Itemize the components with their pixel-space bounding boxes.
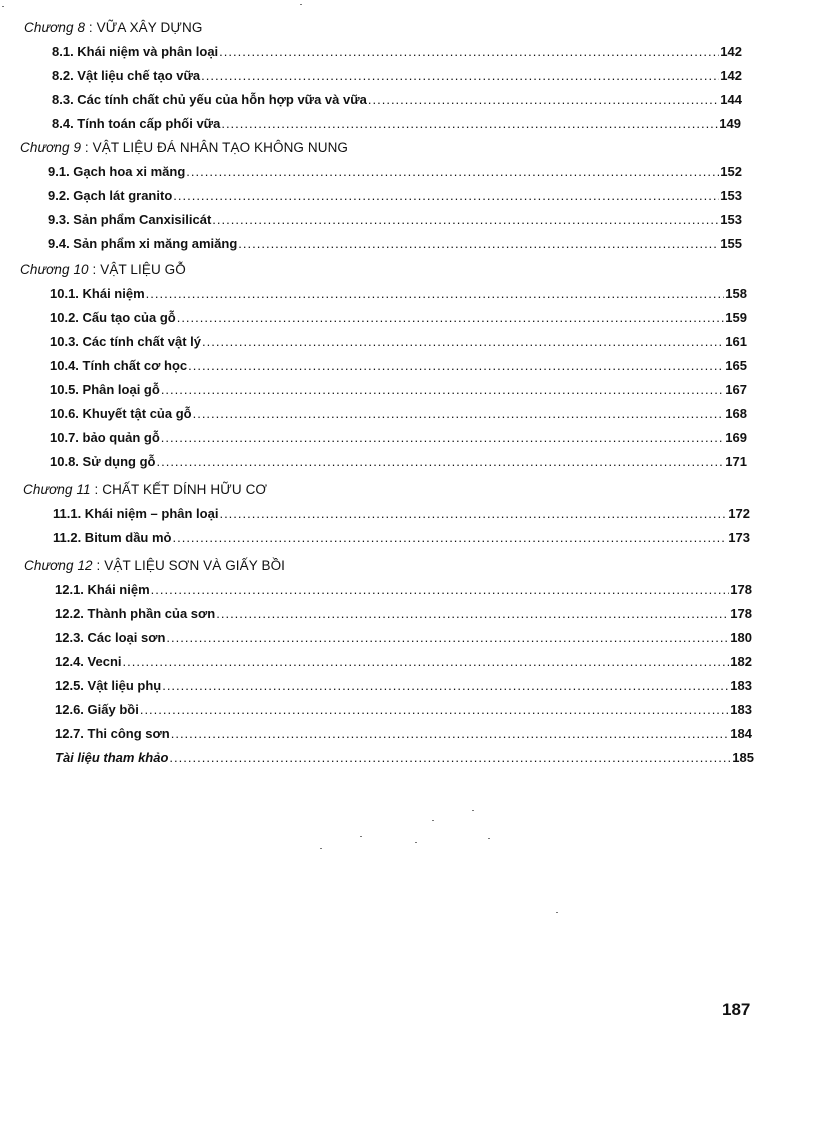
toc-entry-page: 171 — [725, 454, 747, 469]
toc-entry[interactable] — [52, 64, 742, 88]
toc-entry-page: 185 — [732, 750, 754, 765]
toc-entry[interactable] — [50, 306, 747, 330]
toc-entry[interactable] — [55, 650, 752, 674]
scan-speck — [320, 848, 322, 849]
dot-leader — [188, 354, 724, 378]
dot-leader — [156, 450, 724, 474]
toc-entry[interactable] — [50, 282, 747, 306]
toc-entry-page: 178 — [730, 606, 752, 621]
toc-entry[interactable] — [55, 626, 752, 650]
toc-entry-page: 182 — [730, 654, 752, 669]
toc-entry[interactable] — [55, 674, 752, 698]
toc-entry[interactable] — [50, 330, 747, 354]
dot-leader — [202, 330, 724, 354]
toc-entry-label: 12.5. Vật liệu phụ — [55, 678, 162, 693]
toc-entry[interactable] — [48, 160, 742, 184]
toc-entry-page: 153 — [720, 188, 742, 203]
chapter-heading — [24, 16, 202, 40]
dot-leader — [219, 40, 719, 64]
toc-entry-label: Tài liệu tham khảo — [55, 750, 169, 765]
toc-entry[interactable] — [50, 378, 747, 402]
toc-entry[interactable] — [52, 40, 742, 64]
toc-entry[interactable] — [55, 602, 752, 626]
toc-entry-label: 10.2. Cấu tạo của gỗ — [50, 310, 176, 325]
toc-entry-page: 172 — [728, 506, 750, 521]
toc-entry-label: 10.4. Tính chất cơ học — [50, 358, 188, 373]
dot-leader — [216, 602, 729, 626]
chapter-label: Chương 12 — [24, 558, 93, 573]
toc-entry[interactable] — [50, 402, 747, 426]
dot-leader — [123, 650, 730, 674]
dot-leader — [368, 88, 719, 112]
page-number: 187 — [722, 1000, 751, 1019]
dot-leader — [219, 502, 727, 526]
chapter-heading — [24, 554, 285, 578]
dot-leader — [238, 232, 719, 256]
dot-leader — [161, 378, 724, 402]
toc-entry[interactable] — [55, 722, 752, 746]
dot-leader — [177, 306, 725, 330]
chapter-title: VẬT LIỆU ĐÁ NHÂN TẠO KHÔNG NUNG — [92, 140, 349, 155]
toc-entry-page: 173 — [728, 530, 750, 545]
chapter-separator: : — [81, 140, 93, 155]
dot-leader — [221, 112, 718, 136]
toc-entry[interactable] — [48, 184, 742, 208]
toc-entry-label: 12.7. Thi công sơn — [55, 726, 170, 741]
toc-entry-page: 152 — [720, 164, 742, 179]
chapter-label: Chương 9 — [20, 140, 82, 155]
toc-entry-label: 8.1. Khái niệm và phân loại — [52, 44, 219, 59]
toc-entry-page: 153 — [720, 212, 742, 227]
dot-leader — [193, 402, 725, 426]
toc-entry-page: 149 — [719, 116, 741, 131]
dot-leader — [172, 526, 727, 550]
toc-entry-label: 12.6. Giấy bồi — [55, 702, 139, 717]
chapter-heading — [20, 258, 186, 282]
toc-entry-label: 8.2. Vật liệu chế tạo vữa — [52, 68, 201, 83]
toc-entry-page: 158 — [725, 286, 747, 301]
chapter-title: CHẤT KẾT DÍNH HỮU CƠ — [102, 482, 268, 497]
chapter-title: VẬT LIỆU GỖ — [100, 262, 186, 277]
scan-speck — [300, 4, 302, 5]
toc-entry-page: 155 — [720, 236, 742, 251]
scan-speck — [556, 912, 558, 913]
dot-leader — [162, 674, 729, 698]
scan-speck — [360, 836, 362, 837]
toc-entry[interactable] — [53, 526, 750, 550]
dot-leader — [151, 578, 730, 602]
toc-entry-label: 11.2. Bitum dầu mỏ — [53, 530, 172, 545]
toc-entry[interactable] — [48, 208, 742, 232]
chapter-label: Chương 10 — [20, 262, 89, 277]
scan-speck — [415, 842, 417, 843]
toc-entry[interactable] — [52, 88, 742, 112]
toc-entry-label: 12.3. Các loại sơn — [55, 630, 166, 645]
toc-entry-page: 142 — [720, 44, 742, 59]
dot-leader — [161, 426, 725, 450]
toc-entry-page: 159 — [725, 310, 747, 325]
toc-entry-label: 10.6. Khuyết tật của gỗ — [50, 406, 192, 421]
toc-entry-page: 142 — [720, 68, 742, 83]
chapter-heading — [20, 136, 348, 160]
toc-entry[interactable] — [50, 450, 747, 474]
chapter-title: VỮA XÂY DỰNG — [96, 20, 203, 35]
dot-leader — [212, 208, 719, 232]
toc-entry-label: 11.1. Khái niệm – phân loại — [53, 506, 219, 521]
toc-entry[interactable] — [55, 578, 752, 602]
scan-speck — [488, 838, 490, 839]
chapter-label: Chương 8 — [24, 20, 86, 35]
dot-leader — [140, 698, 729, 722]
chapter-separator: : — [90, 482, 103, 497]
toc-entry[interactable] — [55, 698, 752, 722]
toc-entry-label: 12.4. Vecni — [55, 654, 122, 669]
dot-leader — [173, 184, 719, 208]
toc-entry-page: 165 — [725, 358, 747, 373]
chapter-label: Chương 11 — [23, 482, 91, 497]
chapter-heading — [23, 478, 267, 502]
dot-leader — [166, 626, 729, 650]
toc-entry-label: 9.4. Sản phẩm xi măng amiăng — [48, 236, 238, 251]
toc-entry-page: 144 — [720, 92, 742, 107]
chapter-separator: : — [85, 20, 97, 35]
toc-entry-label: 9.3. Sản phẩm Canxisilicát — [48, 212, 212, 227]
toc-entry-label: 9.1. Gạch hoa xi măng — [48, 164, 186, 179]
toc-entry-label: 8.4. Tính toán cấp phối vữa — [52, 116, 221, 131]
dot-leader — [146, 282, 725, 306]
toc-entry[interactable] — [53, 502, 750, 526]
toc-entry-label: 12.1. Khái niệm — [55, 582, 150, 597]
toc-entry-page: 180 — [730, 630, 752, 645]
toc-entry-label: 10.7. bảo quản gỗ — [50, 430, 160, 445]
toc-entry[interactable] — [50, 426, 747, 450]
dot-leader — [186, 160, 719, 184]
toc-entry-label: 10.1. Khái niệm — [50, 286, 145, 301]
toc-entry-page: 178 — [730, 582, 752, 597]
toc-entry-page: 161 — [725, 334, 747, 349]
toc-entry[interactable] — [52, 112, 741, 136]
toc-entry-page: 167 — [725, 382, 747, 397]
dot-leader — [201, 64, 719, 88]
toc-entry[interactable] — [48, 232, 742, 256]
toc-entry-label: 10.3. Các tính chất vật lý — [50, 334, 202, 349]
toc-entry-page: 168 — [725, 406, 747, 421]
toc-entry-label: 10.5. Phân loại gỗ — [50, 382, 160, 397]
scan-speck — [432, 820, 434, 821]
toc-entry-label: 9.2. Gạch lát granito — [48, 188, 173, 203]
chapter-separator: : — [88, 262, 101, 277]
toc-entry-page: 169 — [725, 430, 747, 445]
dot-leader — [169, 746, 731, 770]
chapter-separator: : — [92, 558, 105, 573]
toc-entry-label: 10.8. Sử dụng gỗ — [50, 454, 156, 469]
toc-entry-page: 183 — [730, 678, 752, 693]
dot-leader — [171, 722, 730, 746]
toc-entry-page: 183 — [730, 702, 752, 717]
toc-entry-label: 12.2. Thành phần của sơn — [55, 606, 216, 621]
toc-entry-label: 8.3. Các tính chất chủ yếu của hỗn hợp vữa và vữa — [52, 92, 367, 107]
toc-entry[interactable] — [50, 354, 747, 378]
chapter-title: VẬT LIỆU SƠN VÀ GIẤY BỒI — [104, 558, 286, 573]
scan-speck — [2, 6, 4, 7]
toc-entry-references[interactable] — [55, 746, 754, 770]
toc-entry-page: 184 — [730, 726, 752, 741]
scan-speck — [472, 810, 474, 811]
